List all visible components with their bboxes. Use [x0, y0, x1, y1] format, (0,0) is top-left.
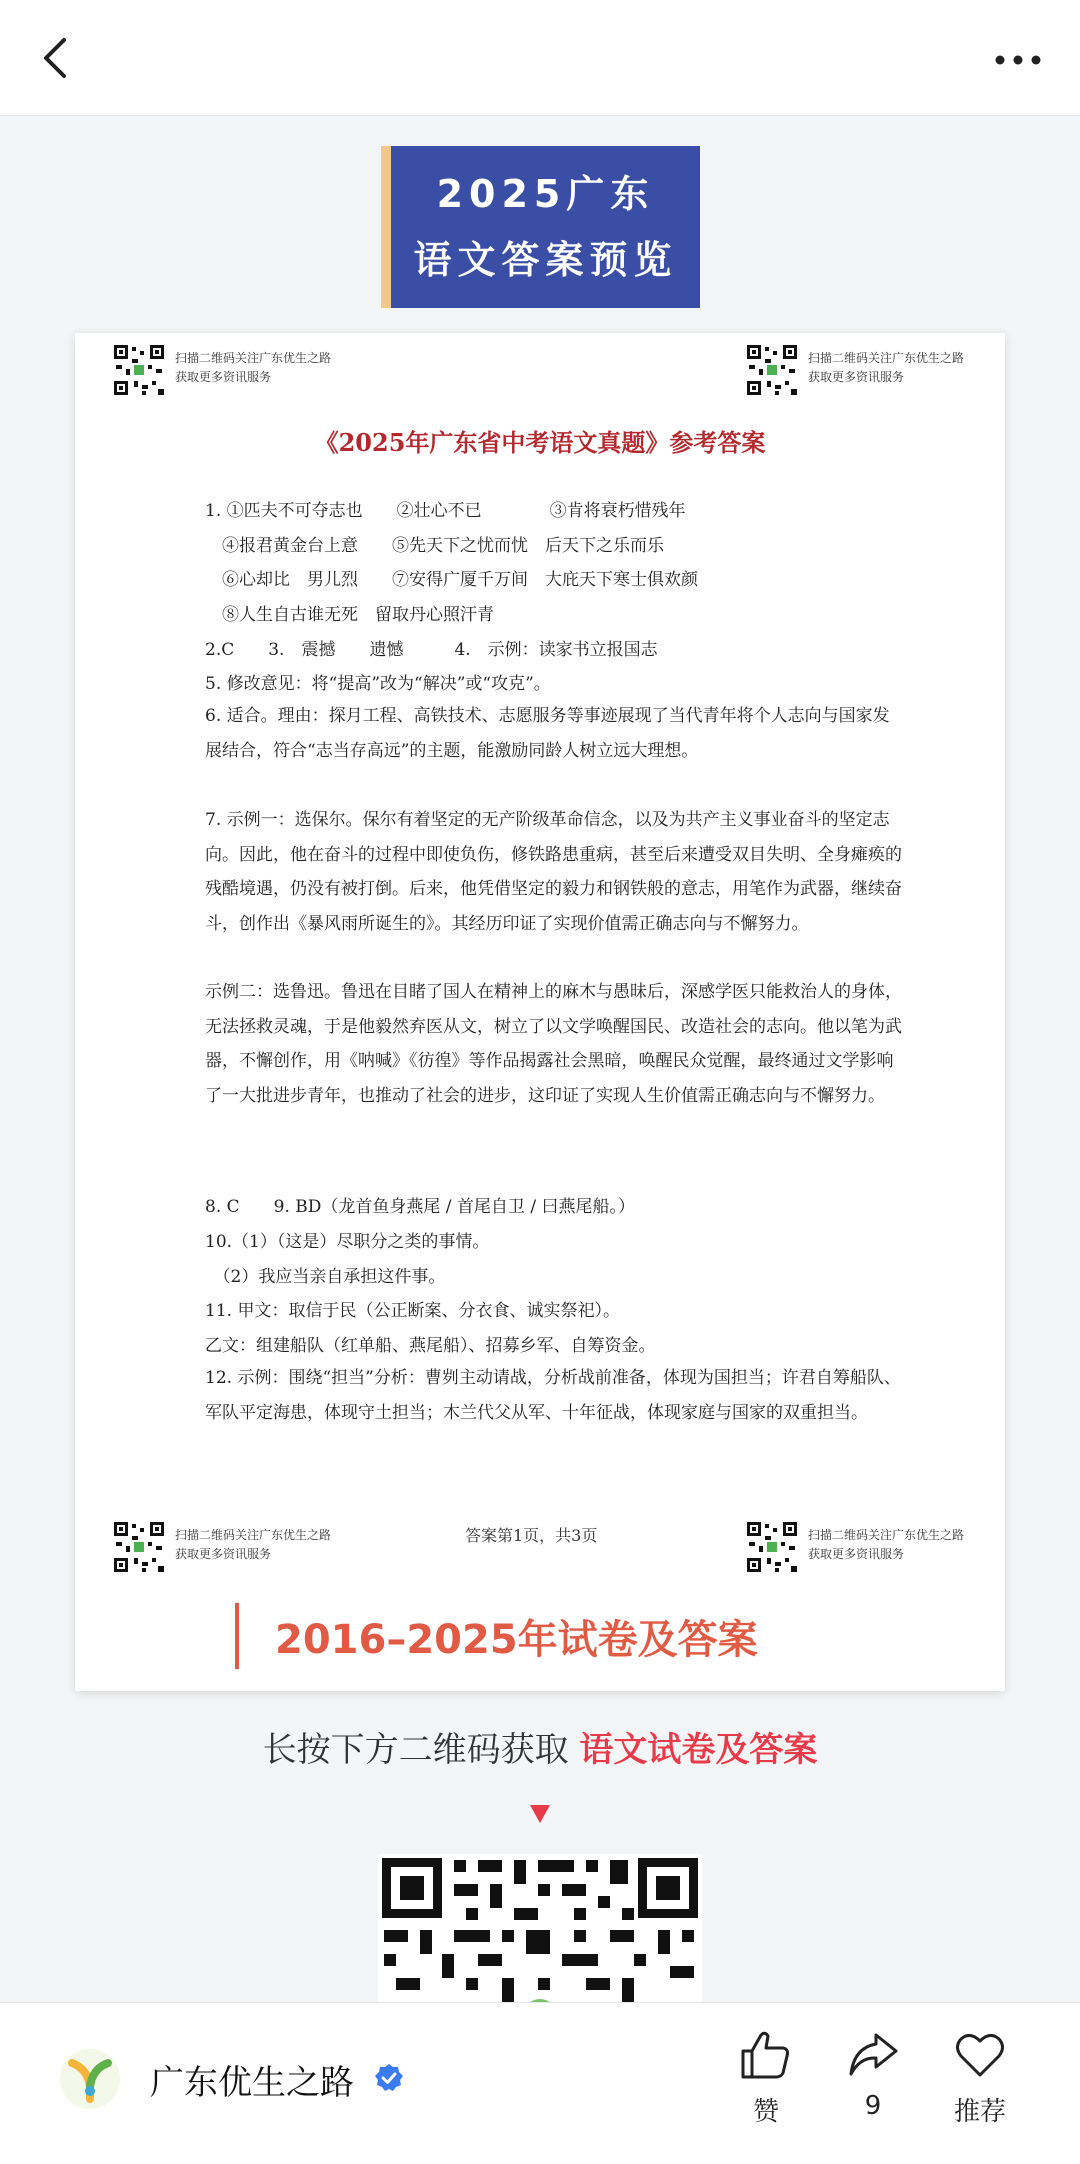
account-avatar[interactable] — [58, 2047, 122, 2111]
qr-code-icon — [112, 1520, 166, 1574]
qr-code-icon — [112, 343, 166, 397]
page-number: 答案第1页，共3页 — [465, 1526, 598, 1545]
banner-line-2: 语文答案预览 — [413, 238, 678, 282]
qr-code-icon — [745, 343, 799, 397]
qr-note: 扫描二维码关注广东优生之路 获取更多资讯服务 — [808, 351, 965, 384]
qr-note: 扫描二维码关注广东优生之路 获取更多资讯服务 — [175, 1528, 332, 1561]
answer-q12: 12. 示例：围绕“担当”分析：曹刿主动请战，分析战前准备，体现为国担当；许君自筹船队、军队平定海患，体现守土担当；木兰代父从军、十年征战，体现家庭与国家的双重担当。 — [205, 1368, 901, 1423]
top-nav-bar — [0, 0, 1080, 116]
like-button[interactable] — [716, 2029, 816, 2128]
answer-line: ④报君黄金台上意 ⑤先天下之忧而忧 后天下之乐而乐 — [205, 536, 664, 556]
answer-line: ⑧人生自古谁无死 留取丹心照汗青 — [205, 605, 494, 625]
answer-line: 10.（1）（这是）尽职分之类的事情。 — [205, 1232, 490, 1252]
share-icon — [846, 2029, 900, 2081]
answer-line: 11. 甲文：取信于民（公正断案、分衣食、诚实祭祀）。 — [205, 1301, 620, 1321]
heart-icon — [953, 2029, 1007, 2081]
qr-note: 扫描二维码关注广东优生之路 获取更多资讯服务 — [808, 1528, 965, 1561]
recommend-label: 推荐 — [953, 2097, 1006, 2127]
answer-q7-example1: 7. 示例一：选保尔。保尔有着坚定的无产阶级革命信念，以及为共产主义事业奋斗的坚定志向。因此，他在奋斗的过程中即使负伤，修铁路患重病，甚至后来遭受双目失明、全身瘫痪的残酷境遇，仍没有被打倒。后来，他凭借坚定的毅力和钢铁般的意志，用笔作为武器，继续奋斗，创作出《暴风雨所诞生的》。其经历印证了实现价值需正确志向与不懈努力。 — [205, 810, 902, 934]
answer-line: 乙文：组建船队（红单船、燕尾船）、招募乡军、自筹资金。 — [205, 1336, 656, 1356]
verified-badge-icon — [374, 2063, 404, 2093]
cta-highlight: 语文试卷及答案 — [579, 1730, 818, 1770]
cta-text: 长按下方二维码获取 语文试卷及答案 — [262, 1730, 818, 1770]
back-icon[interactable] — [30, 30, 86, 86]
banner-line-1: 2025广东 — [436, 172, 655, 216]
bottom-action-bar — [0, 2002, 1080, 2164]
paper-title: 《2025年广东省中考语文真题》参考答案 — [314, 428, 766, 457]
answer-line: 8. C 9. BD（龙首鱼身燕尾 / 首尾自卫 / 曰燕尾船。） — [205, 1197, 635, 1217]
like-label: 赞 — [752, 2097, 779, 2127]
account-name[interactable]: 广东优生之路 — [150, 2063, 354, 2103]
share-count: 9 — [864, 2091, 882, 2121]
more-options-icon[interactable] — [986, 30, 1050, 86]
article-header-banner — [381, 146, 700, 308]
answer-line: ⑥心却比 男儿烈 ⑦安得广厦千万间 大庇天下寒士俱欢颜 — [205, 570, 698, 590]
share-button[interactable] — [823, 2029, 923, 2121]
triangle-down-icon — [529, 1804, 551, 1824]
answer-line: （2）我应当亲自承担这件事。 — [205, 1267, 446, 1287]
answer-sheet-image[interactable] — [75, 333, 1005, 1691]
recommend-button[interactable] — [930, 2029, 1030, 2128]
answer-line: 1. ①匹夫不可夺志也 ②壮心不已 ③肯将衰朽惜残年 — [205, 501, 686, 521]
answer-line: 2.C 3. 震撼 遗憾 4. 示例：读家书立报国志 — [205, 640, 658, 660]
thumbs-up-icon — [739, 2029, 793, 2081]
answer-line: 5. 修改意见：将“提高”改为“解决”或“攻克”。 — [205, 674, 551, 694]
qr-note: 扫描二维码关注广东优生之路 获取更多资讯服务 — [175, 351, 332, 384]
promo-heading: 2016–2025年试卷及答案 — [235, 1603, 758, 1669]
answer-q6: 6. 适合。理由：探月工程、高铁技术、志愿服务等事迹展现了当代青年将个人志向与国家发展结合，符合“志当存高远”的主题，能激励同龄人树立远大理想。 — [205, 706, 890, 761]
qr-code-icon — [745, 1520, 799, 1574]
answer-q7-example2: 示例二：选鲁迅。鲁迅在目睹了国人在精神上的麻木与愚昧后，深感学医只能救治人的身体，无法拯救灵魂，于是他毅然弃医从文，树立了以文学唤醒国民、改造社会的志向。他以笔为武器，不懈创作，用《呐喊》《彷徨》等作品揭露社会黑暗，唤醒民众觉醒，最终通过文学影响了一大批进步青年，也推动了社会的进步，这印证了实现人生价值需正确志向与不懈努力。 — [205, 982, 902, 1106]
